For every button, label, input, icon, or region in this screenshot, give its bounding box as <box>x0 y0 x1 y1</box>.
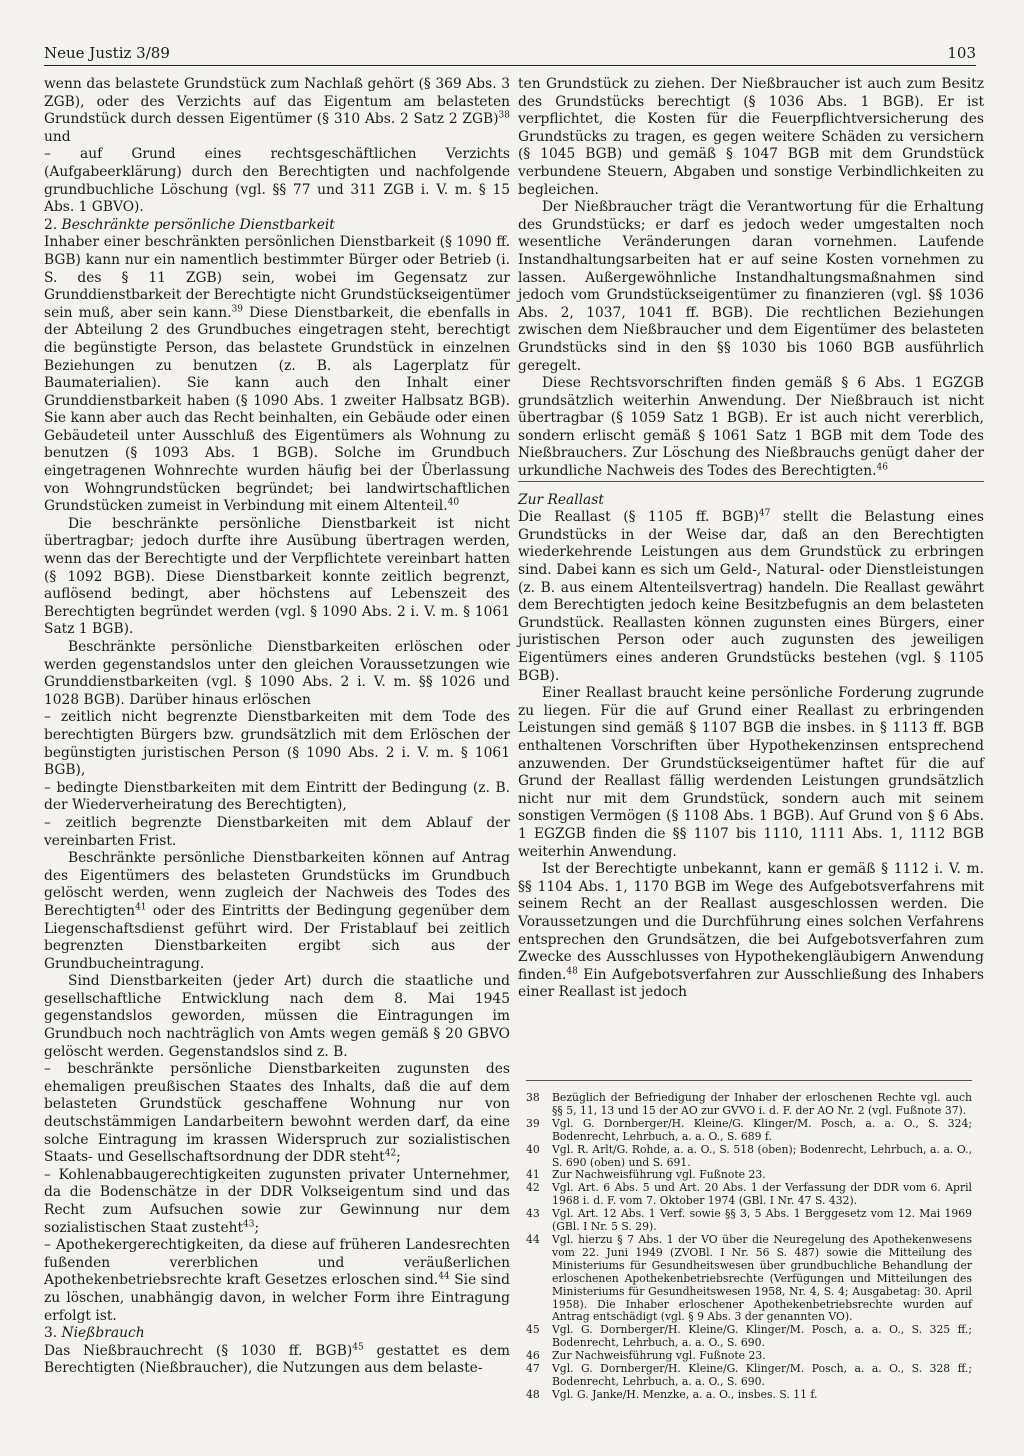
paragraph: Ist der Berechtigte unbekannt, kann er gemäß § 1112 i. V. m. §§ 1104 Abs. 1, 1170 BGB im Wege des Aufgebotsverfahrens mit seinem Recht an der Reallast ausgeschlossen werden. Die Voraussetzungen und die Durchführung eines solchen Verfahrens entsprechen den Grundsätzen, die bei Aufgebotsverfahren zum Zwecke des Ausschlusses von Hypothekengläubigern Anwendung finden.$^{48}$ Ein Aufgebotsverfahren zur Ausschließung des Inhabers einer Reallast ist jedoch <box>518 861 984 1001</box>
paragraph: ten Grundstück zu ziehen. Der Nießbraucher ist auch zum Besitz des Grundstücks berechtigt (§ 1036 Abs. 1 BGB). Er ist verpflichtet, die Kosten für die Feuerpflichtversicherung des Grundstücks zu tragen, es gegen weitere Schäden zu versichern (§ 1045 BGB) und gemäß § 1047 BGB mit dem Grundstück verbundene Steuern, Abgaben und sonstige Verbindlichkeiten zu begleichen. <box>518 76 984 198</box>
list-item: – zeitlich nicht begrenzte Dienstbarkeiten mit dem Tode des berechtigten Bürgers bzw. grundsätzlich mit dem Erlöschen der begünstigten juristischen Person (§ 1090 Abs. 2 i. V. m. § 1061 BGB), <box>44 709 510 779</box>
header-rule <box>44 65 976 66</box>
right-column <box>518 76 984 1002</box>
section-heading: Zur Reallast <box>518 481 984 510</box>
footnote-ref[interactable]: 42 <box>384 1148 397 1159</box>
footnote-rule <box>526 1080 972 1081</box>
list-item: – Kohlenabbaugerechtigkeiten zugunsten privater Unternehmer, da die Bodenschätze in der DDR Volkseigentum sind und das Recht zum Aufsuchen sowie zur Gewinnung nur dem sozialistischen Staat zusteht$^{43}$; <box>44 1166 510 1236</box>
footnote-ref[interactable]: 39 <box>231 304 244 315</box>
paragraph: Das Nießbrauchrecht (§ 1030 ff. BGB)$^{45}$ gestattet es dem Berechtigten (Nießbraucher), die Nutzungen aus dem belaste- <box>44 1342 510 1377</box>
list-item: – zeitlich begrenzte Dienstbarkeiten mit dem Ablauf der vereinbarten Frist. <box>44 814 510 849</box>
footnote: 48 Vgl. G. Janke/H. Menzke, a. a. O., insbes. S. 11 f. <box>526 1387 818 1401</box>
footnote-ref[interactable]: 48 <box>566 966 578 977</box>
paragraph: Die Reallast (§ 1105 ff. BGB)$^{47}$ stellt die Belastung eines Grundstücks in der Weise dar, daß an den Berechtigten wiederkehrende Leistungen aus dem Grundstück zu erbringen sind. Dabei kann es sich um Geld-, Natural- oder Dienstleistungen (z. B. aus einem Altenteilsvertrag) handeln. Die Reallast gewährt dem Berechtigten jedoch keine Besitzbefugnis an dem belasteten Grundstück. Reallasten können zugunsten eines Bürgers, einer juristischen Person oder auch zugunsten des jeweiligen Eigentümers eines anderen Grundstücks bestehen (vgl. § 1105 BGB). <box>518 508 984 684</box>
footnote: 39 Vgl. G. Dornberger/H. Kleine/G. Klinger/M. Posch, a. a. O., S. 324; Bodenrecht, Lehrbuch, a. a. O., S. 689 f. <box>526 1116 972 1143</box>
list-item: – Apothekergerechtigkeiten, da diese auf früheren Landesrechten fußenden vererblichen und veräußerlichen Apothekenbetriebsrechte kraft Gesetzes erloschen sind.$^{44}$ Sie sind zu löschen, unabhängig davon, in welcher Form ihre Eintragung erfolgt ist. <box>44 1237 510 1324</box>
section-heading: 2. Beschränkte persönliche Dienstbarkeit <box>44 216 335 233</box>
paragraph: Der Nießbraucher trägt die Verantwortung für die Erhaltung des Grundstücks; er darf es jedoch weder umgestalten noch wesentliche Veränderungen daran vornehmen. Laufende Instandhaltungsarbeiten hat er auf seine Kosten vornehmen zu lassen. Außergewöhnliche Instandhaltungsmaßnahmen sind jedoch vom Grundstückseigentümer zu finanzieren (vgl. §§ 1036 Abs. 2, 1037, 1041 ff. BGB). Die rechtlichen Beziehungen zwischen dem Nießbraucher und dem Eigentümer des belasteten Grundstücks sind in den §§ 1030 bis 1060 BGB ausführlich geregelt. <box>518 199 984 374</box>
footnote: 40 Vgl. R. Arlt/G. Rohde, a. a. O., S. 518 (oben); Bodenrecht, Lehrbuch, a. a. O., S. 690 (oben) und S. 691. <box>526 1142 972 1169</box>
footnote-ref[interactable]: 46 <box>876 462 888 473</box>
footnote: 43 Vgl. Art. 12 Abs. 1 Verf. sowie §§ 3, 5 Abs. 1 Berggesetz vom 12. Mai 1969 (GBl. I Nr. 5 S. 29). <box>526 1207 972 1234</box>
footnote: 45 Vgl. G. Dornberger/H. Kleine/G. Klinger/M. Posch, a. a. O., S. 325 ff.; Bodenrecht, Lehrbuch, a. a. O., S. 690. <box>526 1323 972 1350</box>
footnote: 42 Vgl. Art. 6 Abs. 5 und Art. 20 Abs. 1 der Verfassung der DDR vom 6. April 1968 i. d. F. vom 7. Oktober 1974 (GBl. I Nr. 47 S. 432). <box>526 1181 972 1208</box>
paragraph: Beschränkte persönliche Dienstbarkeiten erlöschen oder werden gegenstandslos unter den gleichen Voraussetzungen wie Grunddienstbarkeiten (vgl. § 1090 Abs. 2 i. V. m. §§ 1026 und 1028 BGB). Darüber hinaus erlöschen <box>44 639 510 708</box>
left-column <box>44 76 510 1378</box>
footnote: 38 Bezüglich der Befriedigung der Inhaber der erloschenen Rechte vgl. auch §§ 5, 11, 13 und 15 der AO zur GVVO i. d. F. der AO Nr. 2 (vgl. Fußnote 37). <box>526 1091 972 1117</box>
footnote-ref[interactable]: 40 <box>447 497 460 508</box>
journal-issue: Neue Justiz 3/89 <box>44 44 170 62</box>
footnote: 44 Vgl. hierzu § 7 Abs. 1 der VO über die Neuregelung des Apothekenwesens vom 22. Juni 1949 (ZVOBl. I Nr. 56 S. 487) sowie die Mitteilung des Ministeriums für Gesundheitswesen über grundbuchliche Behandlung der erloschenen Apothekenbetriebsrechte (Verfügungen und Mitteilungen des Ministeriums für Gesundheitswesen 1958, Nr. 4, S. 4; Ausgabetag: 30. April 1958). Die Inhaber erloschener Apothekenbetriebsrechte wurden auf Antrag entschädigt (vgl. § 9 Abs. 3 der genannten VO). <box>526 1232 972 1324</box>
paragraph: wenn das belastete Grundstück zum Nachlaß gehört (§ 369 Abs. 3 ZGB), oder des Verzichts auf das Eigentum am belasteten Grundstück durch dessen Eigentümer (§ 310 Abs. 2 Satz 2 ZGB)$^{38}$ und <box>44 76 510 145</box>
list-item: – bedingte Dienstbarkeiten mit dem Eintritt der Bedingung (z. B. der Wiederverheiratung des Berechtigten), <box>44 779 510 814</box>
paragraph: Die beschränkte persönliche Dienstbarkeit ist nicht übertragbar; jedoch durfte ihre Ausübung übertragen werden, wenn das der Berechtigte und der Verpflichtete vereinbart hatten (§ 1092 BGB). Diese Dienstbarkeit konnte zeitlich begrenzt, auflösend bedingt, aber höchstens auf Lebenszeit des Berechtigten begründet werden (vgl. § 1090 Abs. 2 i. V. m. § 1061 Satz 1 BGB). <box>44 515 510 638</box>
paragraph: Diese Rechtsvorschriften finden gemäß § 6 Abs. 1 EGZGB grundsätzlich weiterhin Anwendung. Der Nießbrauch ist nicht übertragbar (§ 1059 Satz 1 BGB). Er ist auch nicht vererblich, sondern erlischt gemäß § 1061 Satz 1 BGB mit dem Tode des Nießbrauchers. Zur Löschung des Nießbrauchs genügt daher der urkundliche Nachweis des Todes des Berechtigten.$^{46}$ <box>518 375 984 480</box>
paragraph: Sind Dienstbarkeiten (jeder Art) durch die staatliche und gesellschaftliche Entwicklung nach dem 8. Mai 1945 gegenstandslos geworden, müssen die Eintragungen im Grundbuch noch nachträglich von Amts wegen gemäß § 20 GBVO gelöscht werden. Gegenstandslos sind z. B. <box>44 973 510 1060</box>
footnote: 41 Zur Nachweisführung vgl. Fußnote 23. <box>526 1168 766 1182</box>
footnote-ref[interactable]: 47 <box>758 508 771 519</box>
footnote-ref[interactable]: 38 <box>498 110 510 121</box>
footnote: 47 Vgl. G. Dornberger/H. Kleine/G. Klinger/M. Posch, a. a. O., S. 328 ff.; Bodenrecht, Lehrbuch, a. a. O., S. 690. <box>526 1362 972 1388</box>
paragraph: Beschränkte persönliche Dienstbarkeiten können auf Antrag des Eigentümers des belasteten Grundstücks im Grundbuch gelöscht werden, wenn zugleich der Nachweis des Todes des Berechtigten$^{41}$ oder des Eintritts der Bedingung gegenüber dem Liegenschaftsdienst geführt wird. Der Fristablauf bei zeitlich begrenzten Dienstbarkeiten ergibt sich aus der Grundbucheintragung. <box>44 850 510 972</box>
footnote-ref[interactable]: 45 <box>352 1342 364 1353</box>
paragraph: Inhaber einer beschränkten persönlichen Dienstbarkeit (§ 1090 ff. BGB) kann nur ein namentlich bestimmter Bürger oder Betrieb (i. S. des § 11 ZGB) sein, wobei im Gegensatz zur Grunddienstbarkeit der Berechtigte nicht Grundstückseigentümer sein muß, aber sein kann.$^{39}$ Diese Dienstbarkeit, die ebenfalls in der Abteilung 2 des Grundbuches eingetragen steht, berechtigt die begünstigte Person, das belastete Grundstück in einzelnen Beziehungen zu benutzen (z. B. als Lagerplatz für Baumaterialien). Sie kann auch den Inhalt einer Grunddienstbarkeit haben (§ 1090 Abs. 1 zweiter Halbsatz BGB). Sie kann aber auch das Recht beinhalten, ein Gebäude oder einen Gebäudeteil unter Ausschluß des Eigentümers als Wohnung zu benutzen (§ 1093 Abs. 1 BGB). Solche im Grundbuch eingetragenen Wohnrechte wurden häufig bei der Überlassung von Wohngrundstücken begründet; bei landwirtschaftlichen Grundstücken zumeist in Verbindung mit einem Altenteil.$^{40}$ <box>44 234 510 515</box>
footnote-ref[interactable]: 41 <box>135 902 147 913</box>
section-heading: 3. Nießbrauch <box>44 1325 145 1342</box>
page-number: 103 <box>947 44 976 62</box>
footnotes <box>526 1092 972 1402</box>
footnote: 46 Zur Nachweisführung vgl. Fußnote 23. <box>526 1349 766 1363</box>
paragraph: – auf Grund eines rechtsgeschäftlichen Verzichts (Aufgabeerklärung) durch den Berechtigten und nachfolgende grundbuchliche Löschung (vgl. §§ 77 und 311 ZGB i. V. m. § 15 Abs. 1 GBVO). <box>44 146 510 216</box>
footnote-ref[interactable]: 43 <box>243 1219 255 1229</box>
paragraph: Einer Reallast braucht keine persönliche Forderung zugrunde zu liegen. Für die auf Grund einer Reallast zu erbringenden Leistungen sind gemäß § 1107 BGB die insbes. in § 1113 ff. BGB enthaltenen Vorschriften über Hypothekenzinsen entsprechend anzuwenden. Der Grundstückseigentümer haftet für die auf Grund der Reallast fällig werdenden Leistungen grundsätzlich nicht nur mit dem Grundstück, sondern auch mit seinem sonstigen Vermögen (§ 1108 Abs. 1 BGB). Auf Grund von § 6 Abs. 1 EGZGB finden die §§ 1107 bis 1110, 1111 Abs. 1, 1112 BGB weiterhin Anwendung. <box>518 685 984 860</box>
list-item: – beschränkte persönliche Dienstbarkeiten zugunsten des ehemaligen preußischen Staates des Inhalts, daß die auf dem belasteten Grundstück geschaffene Wohnung nur von deutschstämmigen Landarbeitern bewohnt werden darf, da eine solche Eintragung im krassen Widerspruch zur sozialistischen Staats- und Gesellschaftsordnung der DDR steht$^{42}$; <box>44 1061 510 1166</box>
footnote-ref[interactable]: 44 <box>438 1271 450 1282</box>
